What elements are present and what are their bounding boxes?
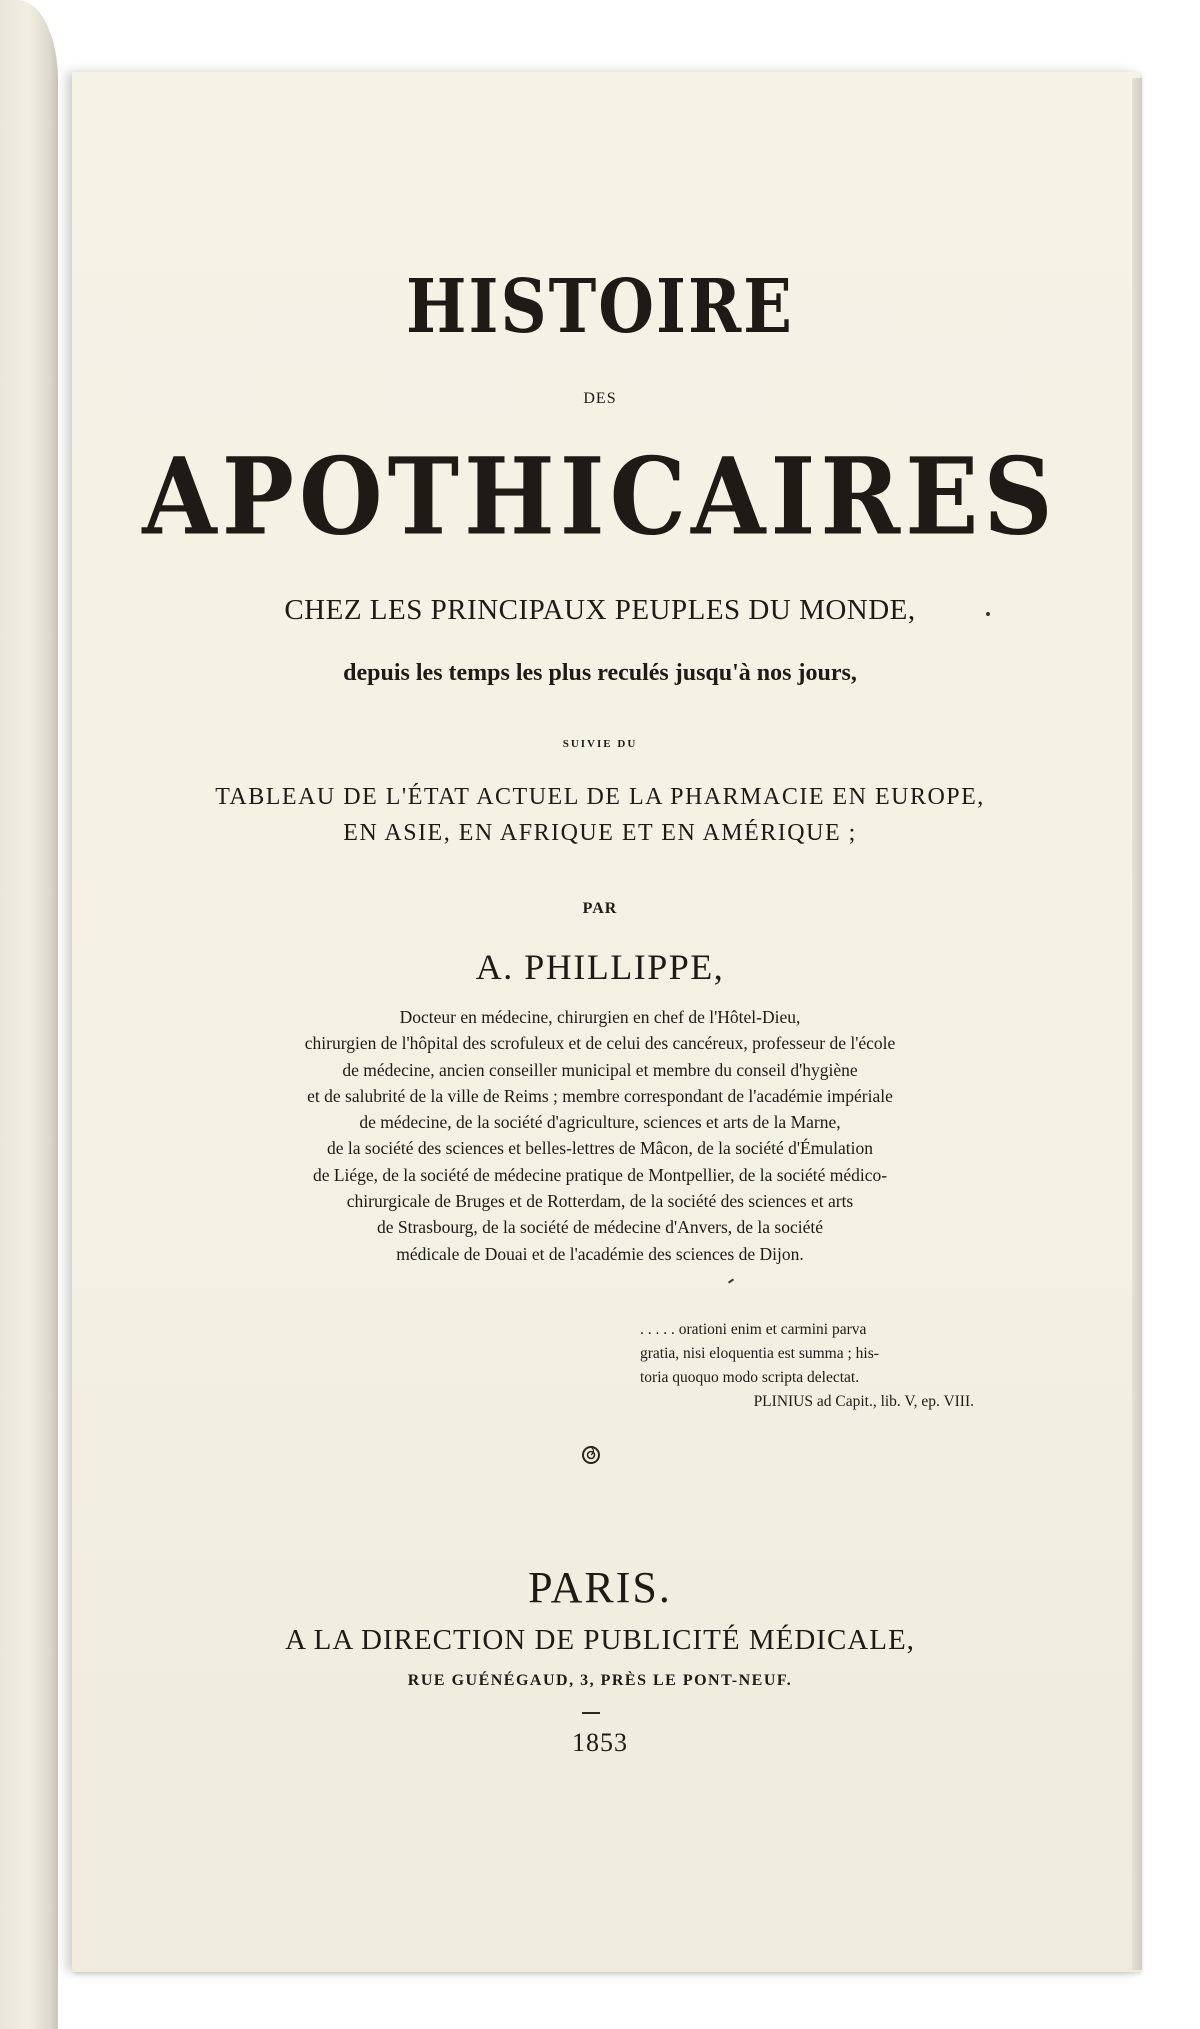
author-credentials — [220, 1004, 980, 1267]
tableau-line-2: EN ASIE, EN AFRIQUE ET EN AMÉRIQUE ; — [343, 820, 857, 846]
printer-ornament-icon — [580, 1444, 602, 1466]
imprint-address: RUE GUÉNÉGAUD, 3, PRÈS LE PONT-NEUF. — [407, 1672, 793, 1689]
credentials-line: chirurgien de l'hôpital des scrofuleux et de celui des cancéreux, professeur de l'école — [304, 1033, 896, 1054]
credentials-line: médicale de Douai et de l'académie des sciences de Dijon. — [396, 1243, 804, 1264]
credentials-line: chirurgicale de Bruges et de Rotterdam, de la société des sciences et arts — [346, 1191, 854, 1212]
epigraph-citation: PLINIUS ad Capit., lib. V, ep. VIII. — [753, 1393, 974, 1410]
title-connector: DES — [583, 390, 617, 407]
credentials-line: de Strasbourg, de la société de médecine d'Anvers, de la société — [376, 1217, 823, 1238]
author-name: A. PHILLIPPE, — [475, 947, 725, 987]
imprint-year: 1853 — [572, 1728, 628, 1757]
epigraph-line: gratia, nisi eloquentia est summa ; his- — [640, 1345, 879, 1362]
suivie-du: SUIVIE DU — [562, 738, 638, 750]
epigraph-line: . . . . . orationi enim et carmini parva — [640, 1321, 867, 1338]
credentials-line: Docteur en médecine, chirurgien en chef de l'Hôtel-Dieu, — [399, 1007, 801, 1027]
credentials-line: de médecine, ancien conseiller municipal et membre du conseil d'hygiène — [342, 1059, 858, 1080]
subtitle-line-1: CHEZ LES PRINCIPAUX PEUPLES DU MONDE, — [284, 594, 916, 626]
credentials-line: de médecine, de la société d'agriculture, sciences et arts de la Marne, — [359, 1112, 841, 1133]
credentials-line: et de salubrité de la ville de Reims ; membre correspondant de l'académie impériale — [307, 1085, 893, 1106]
title-line-histoire: HISTOIRE — [406, 264, 794, 351]
imprint-city: PARIS. — [528, 1563, 672, 1612]
epigraph-line: toria quoquo modo scripta delectat. — [640, 1369, 860, 1386]
credentials-line: de la société des sciences et belles-lettres de Mâcon, de la société d'Émulation — [327, 1138, 873, 1159]
imprint-rule — [582, 1712, 600, 1714]
credentials-line: de Liége, de la société de médecine pratique de Montpellier, de la société médico- — [312, 1164, 888, 1185]
par-label: PAR — [582, 900, 618, 917]
subtitle-line-2: depuis les temps les plus reculés jusqu'à nos jours, — [343, 660, 857, 686]
tableau-line-1: TABLEAU DE L'ÉTAT ACTUEL DE LA PHARMACIE EN EUROPE, — [215, 784, 985, 810]
epigraph — [640, 1318, 980, 1414]
title-line-apothicaires: APOTHICAIRES — [142, 434, 1058, 559]
ink-speck — [986, 612, 990, 616]
imprint-publisher: A LA DIRECTION DE PUBLICITÉ MÉDICALE, — [285, 1624, 915, 1656]
